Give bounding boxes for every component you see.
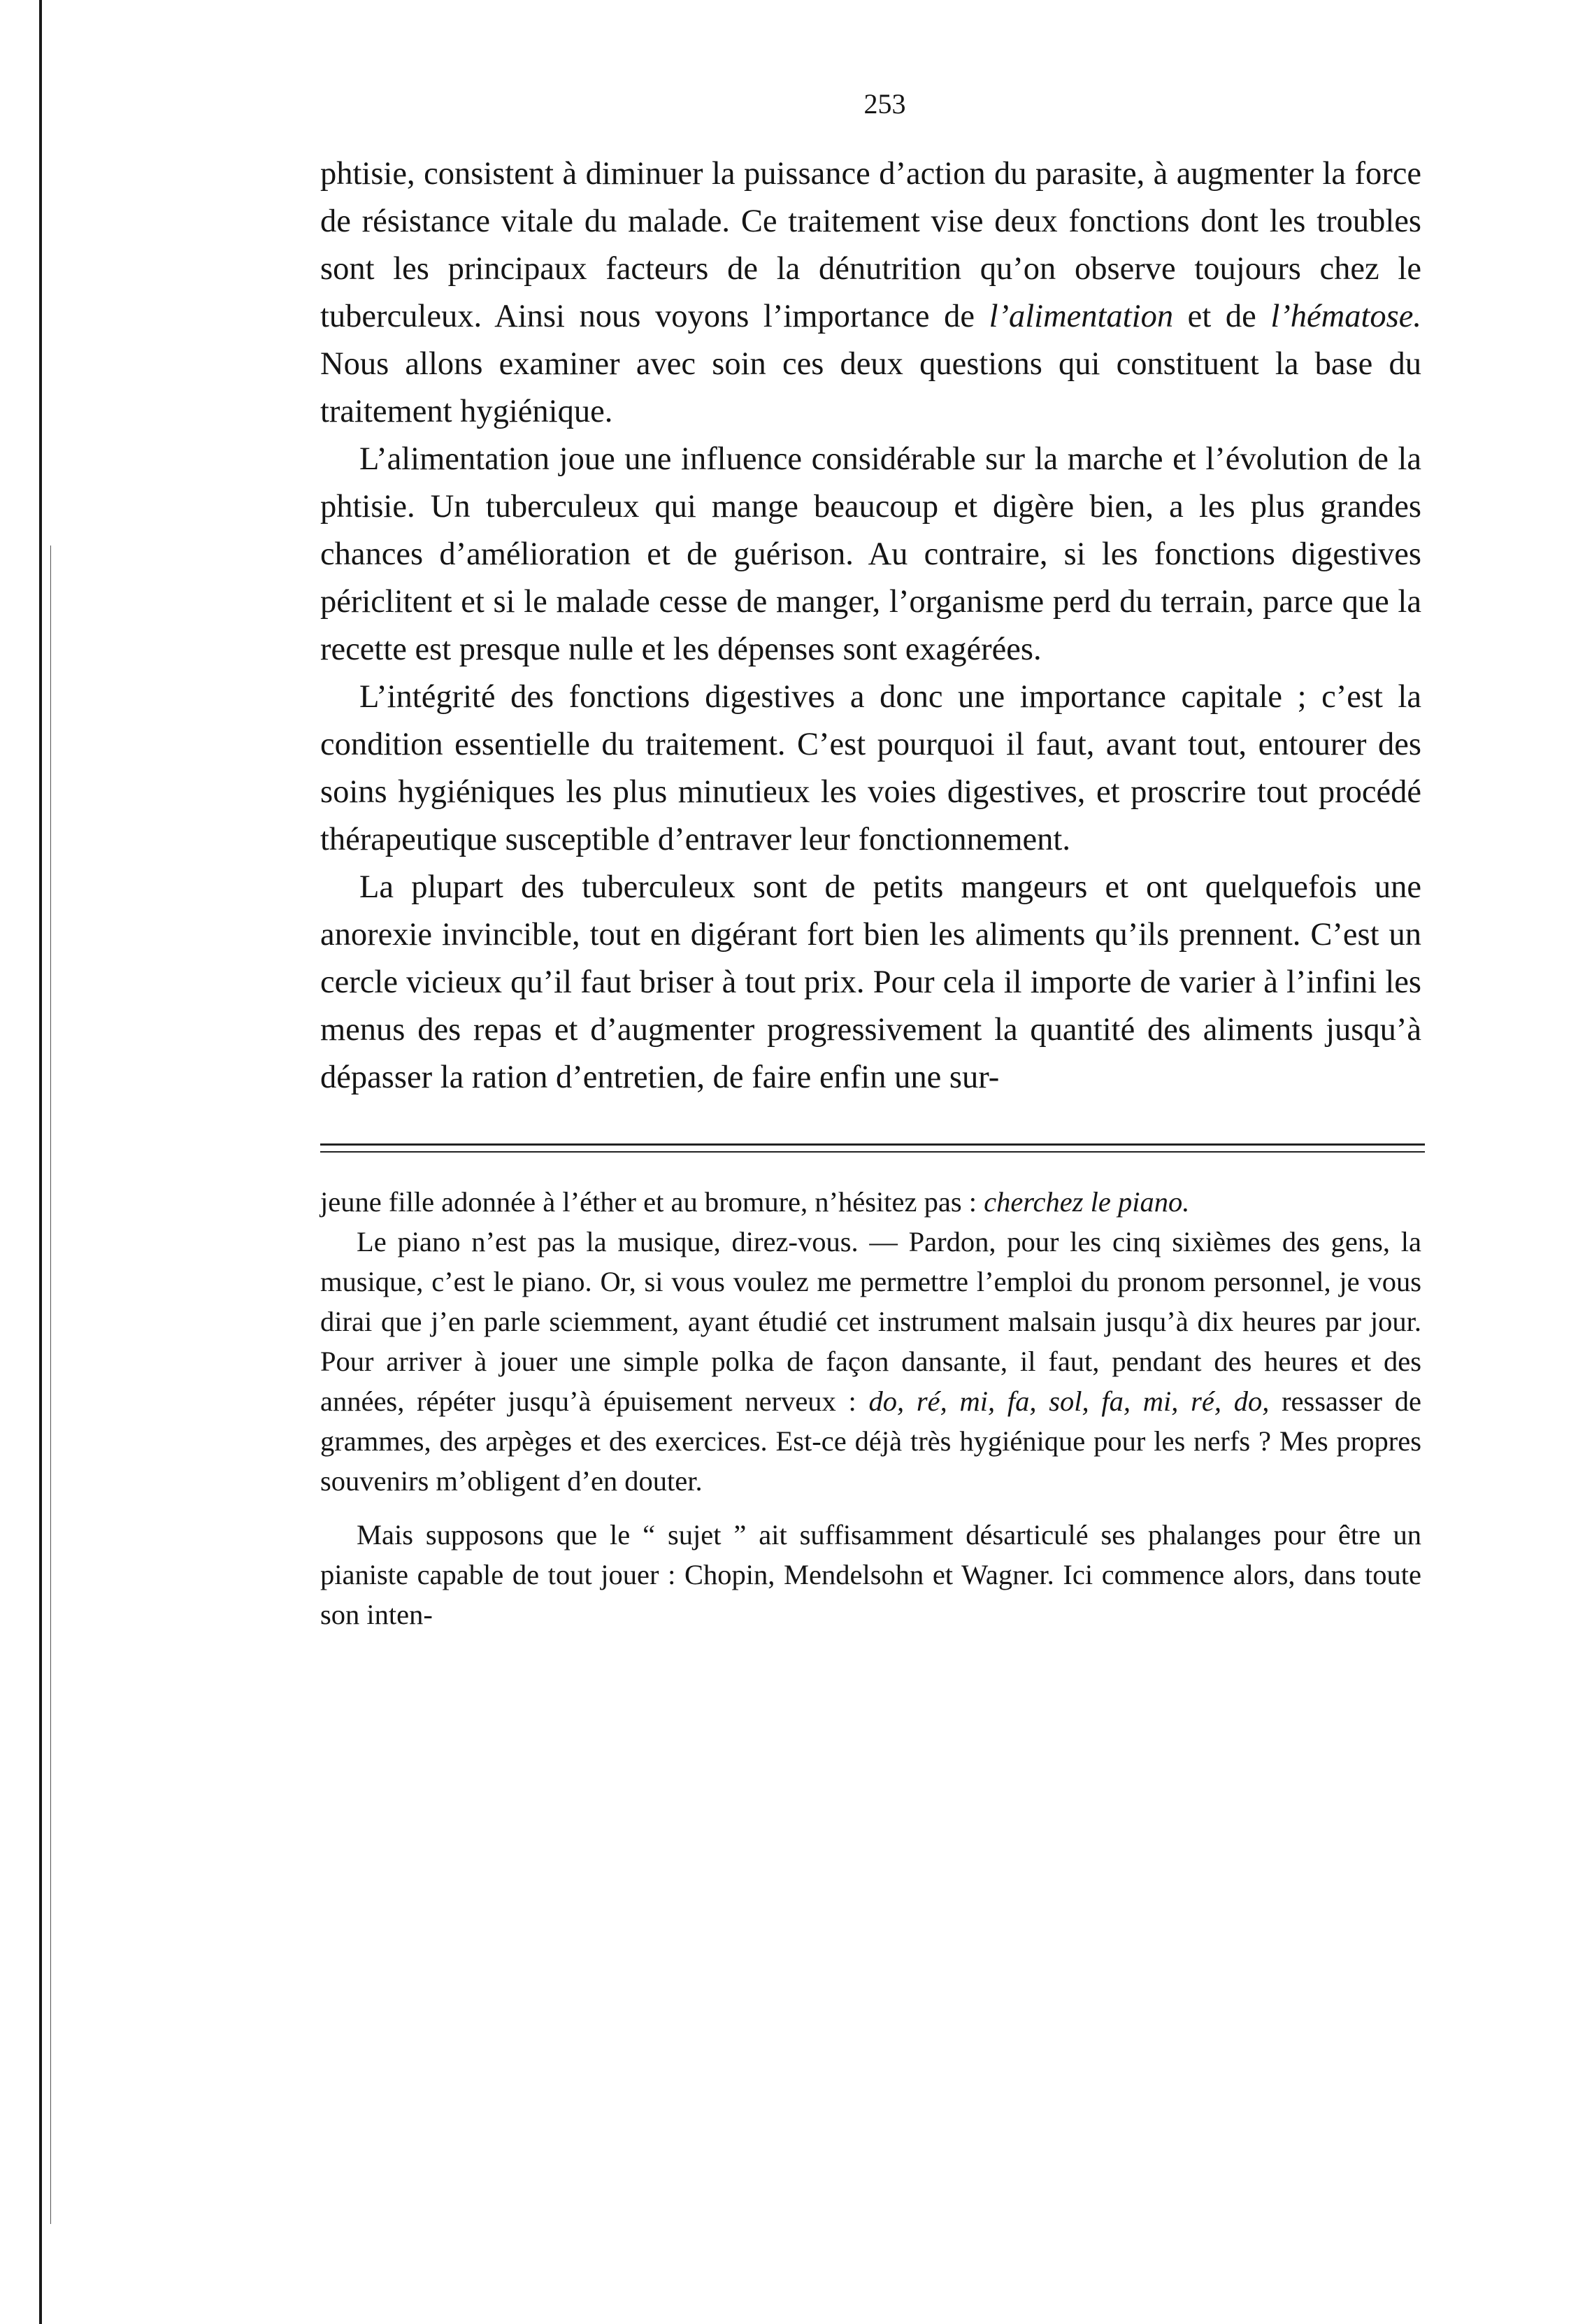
- page-number: 253: [863, 88, 906, 120]
- footnote-paragraph: [320, 1222, 1421, 1501]
- footnote-paragraph: [320, 1515, 1421, 1634]
- text-run: jeune fille adonnée à l’éther et au bromure, n’hésitez pas :: [320, 1186, 984, 1218]
- main-text: [320, 150, 1421, 1102]
- text-run: L’intégrité des fonctions digestives a donc une importance capitale ; c’est la condition essentielle du traitement. C’est pourquoi il faut, avant tout, entourer des soins hygiéniques les plus minutieux les voies digestives, et proscrire tout procédé thérapeutique susceptible d’entraver leur fonctionnement.: [320, 679, 1421, 857]
- main-text-paragraph: [320, 864, 1421, 1102]
- text-run: ressasser de grammes, des arpèges et des exercices. Est-ce déjà très hygiénique pour les nerfs ? Mes propres souvenirs m’obligent d’en douter.: [320, 1385, 1421, 1497]
- footnote-separator: [320, 1143, 1425, 1153]
- main-text-paragraph: [320, 673, 1421, 864]
- binding-edge-shadow: [50, 546, 51, 2224]
- book-page: [320, 87, 1421, 1634]
- footnote-paragraph: [320, 1182, 1421, 1222]
- italic-text: l’alimentation: [989, 299, 1174, 334]
- text-run: et de: [1173, 299, 1271, 334]
- italic-text: do, ré, mi, fa, sol, fa, mi, ré, do,: [868, 1385, 1270, 1417]
- italic-text: cherchez le piano.: [984, 1186, 1190, 1218]
- main-text-paragraph: [320, 436, 1421, 673]
- main-text-paragraph: [320, 150, 1421, 436]
- text-run: phtisie, consistent à diminuer la puissance d’action du parasite, à augmenter la force de résistance vitale du malade. Ce traitement vise deux fonctions dont les troubles sont les principaux facteurs de la dénutrition qu’on observe toujours chez le tuberculeux. Ainsi nous voyons l’importance de: [320, 156, 1421, 334]
- footnote-text: [320, 1182, 1421, 1634]
- text-run: La plupart des tuberculeux sont de petits mangeurs et ont quelquefois une anorexie invincible, tout en digérant fort bien les aliments qu’ils prennent. C’est un cercle vicieux qu’il faut briser à tout prix. Pour cela il importe de varier à l’infini les menus des repas et d’augmenter progressivement la quantité des aliments jusqu’à dépasser la ration d’entretien, de faire enfin une sur-: [320, 869, 1421, 1095]
- binding-edge-line: [39, 0, 42, 2324]
- italic-text: l’hématose.: [1270, 299, 1421, 334]
- text-run: Le piano n’est pas la musique, direz-vous. — Pardon, pour les cinq sixièmes des gens, la musique, c’est le piano. Or, si vous voulez me permettre l’emploi du pronom personnel, je vous dirai que j’en parle sciemment, ayant étudié cet instrument malsain jusqu’à dix heures par jour. Pour arriver à jouer une simple polka de façon dansante, il faut, pendant des heures et des années, répéter jusqu’à épuisement nerveux :: [320, 1226, 1421, 1417]
- text-run: L’alimentation joue une influence considérable sur la marche et l’évolution de la phtisie. Un tuberculeux qui mange beaucoup et digère bien, a les plus grandes chances d’amélioration et de guérison. Au contraire, si les fonctions digestives périclitent et si le malade cesse de manger, l’organisme perd du terrain, parce que la recette est presque nulle et les dépenses sont exagérées.: [320, 441, 1421, 667]
- text-run: Mais supposons que le “ sujet ” ait suffisamment désarticulé ses phalanges pour être un pianiste capable de tout jouer : Chopin, Mendelsohn et Wagner. Ici commence alors, dans toute son inten-: [320, 1519, 1421, 1630]
- text-run: Nous allons examiner avec soin ces deux questions qui constituent la base du traitement hygiénique.: [320, 346, 1421, 429]
